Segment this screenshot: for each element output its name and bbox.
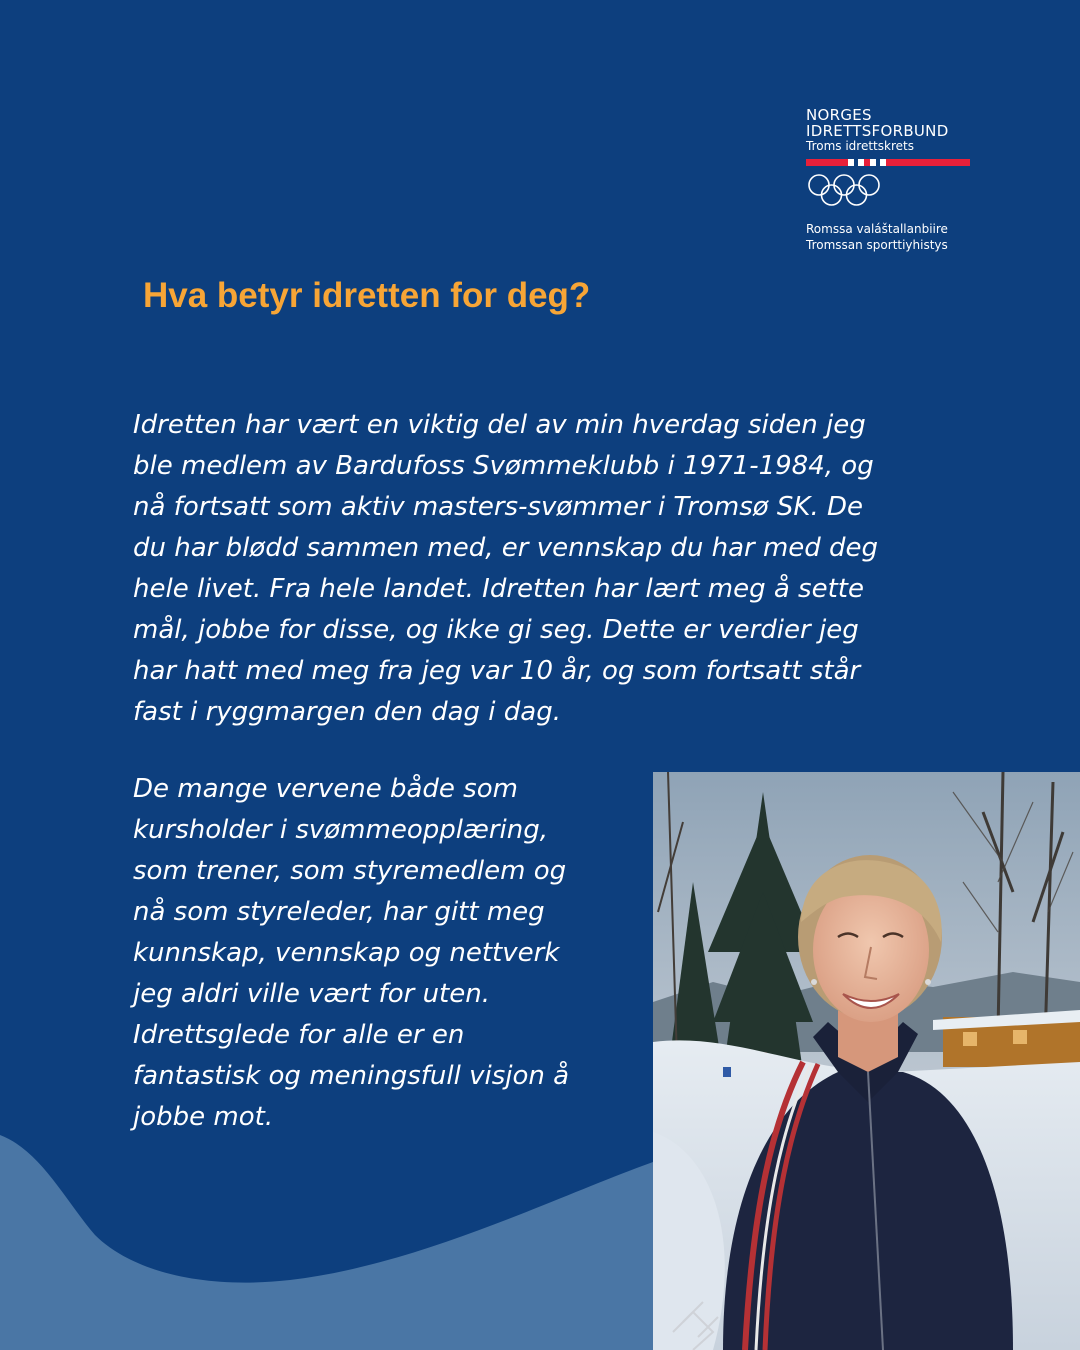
paragraph-1: Idretten har vært en viktig del av min hverdag siden jeg ble medlem av Bardufoss Svømmeklubb i 1971-1984, og nå fortsatt som aktiv masters-svømmer i Tromsø SK. De du har blødd sammen med, er vennskap du har med deg hele livet. Fra hele landet. Idretten har lært meg å sette mål, jobbe for disse, og ikke gi seg. Dette er verdier jeg har hatt med meg fra jeg var 10 år, og som fortsatt står fast i ryggmargen den dag i dag. — [133, 410, 879, 727]
logo-subtitle-sami: Romssa valáštallanbiire — [806, 222, 948, 236]
logo-subtitle — [806, 221, 986, 253]
portrait-photo — [653, 772, 1080, 1350]
logo-text-krets: Troms idrettskrets — [806, 139, 914, 153]
logo — [806, 107, 986, 253]
paragraph-2: De mange vervene både som kursholder i svømmeopplæring, som trener, som styremedlem og nå som styreleder, har gitt meg kunnskap, vennskap og nettverk jeg aldri ville vært for uten. Idrettsglede for alle er en fantastisk og meningsfull visjon å jobbe mot. — [133, 774, 570, 1132]
logo-subtitle-kven: Tromssan sporttiyhistys — [806, 238, 948, 252]
olympic-rings-icon — [806, 173, 882, 207]
logo-text-idrettsforbund: IDRETTSFORBUND — [806, 122, 949, 140]
flag-stripe — [806, 159, 970, 166]
logo-text-norges: NORGES — [806, 106, 872, 124]
page-title: Hva betyr idretten for deg? — [143, 276, 591, 315]
